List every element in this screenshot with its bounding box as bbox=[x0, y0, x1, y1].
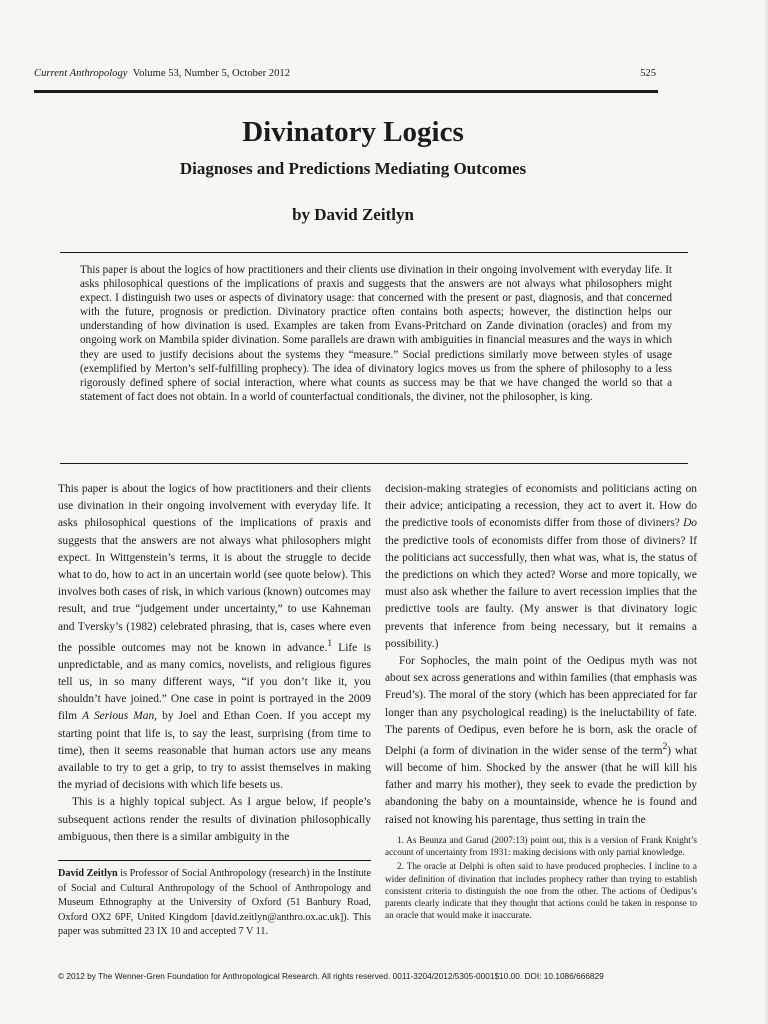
body-text: ) what will become of him. Shocked by the answer (that he will kill his father and marry his mother), they seek to evade the prediction by abandoning the baby on a mountainside, whence he is found and raised not knowing his parentage, thus setting in train the bbox=[385, 744, 697, 826]
body-paragraph: This is a highly topical subject. As I argue below, if people’s subsequent actions render the results of divination philosophically ambiguous, then there is a similar ambiguity in the bbox=[58, 796, 371, 843]
body-text: decision-making strategies of economists and politicians acting on their advice; anticipating a recession, they act to avert it. How do the predictive tools of economists differ from those of diviners? bbox=[385, 483, 697, 530]
footnote-ref-2: 2 bbox=[662, 742, 668, 753]
body-text: Life is unpredictable, and as many comics, novelists, and religious figures tell us, in so many different ways, “if you don’t like it, you shouldn’t have joined.” One case in point is portrayed in the 2009 film bbox=[58, 641, 371, 723]
film-title: A Serious Man bbox=[82, 710, 155, 723]
body-column-left bbox=[58, 481, 371, 846]
article-byline: by David Zeitlyn bbox=[292, 205, 414, 224]
author-note-rule bbox=[58, 860, 371, 861]
running-head bbox=[34, 68, 656, 79]
author-note bbox=[58, 867, 371, 940]
body-text: For Sophocles, the main point of the Oedipus myth was not about sex across generations and within families (that emphasis was Freud’s). The moral of the story (which has been appreciated for far longer than any psychological reading) is the ineluctability of fate. The parents of Oedipus, even before he is born, ask the oracle of Delphi (a form of divination in the wider sense of the term bbox=[385, 655, 697, 757]
footnotes bbox=[385, 834, 697, 923]
body-column-right bbox=[385, 481, 697, 829]
abstract-top-rule bbox=[60, 252, 688, 253]
author-note-text: is Professor of Social Anthropology (research) in the Institute of Social and Cultural Anthropology of the School of Anthropology and Museum Ethnography at the University of Oxford (51 Banbury Road, Oxford OX2 6PF, United Kingdom [david.zeitlyn@anthro.ox.ac.uk]). This paper was submitted 23 IX 10 and accepted 7 V 11. bbox=[58, 868, 371, 938]
article-subtitle: Diagnoses and Predictions Mediating Outcomes bbox=[179, 159, 527, 178]
issue-info: Volume 53, Number 5, October 2012 bbox=[132, 68, 290, 79]
footnote-1: 1. As Beunza and Garud (2007:13) point out, this is a version of Frank Knight’s account of uncertainty from 1931: making decisions with only partial knowledge. bbox=[385, 835, 697, 858]
page-edge-shadow bbox=[764, 0, 768, 1024]
copyright-line: © 2012 by The Wenner-Gren Foundation for Anthropological Research. All rights reserved. 0011-3204/2012/5305-0001$10.00. DOI: 10.1086/666829 bbox=[58, 971, 604, 981]
journal-name: Current Anthropology bbox=[34, 68, 128, 79]
header-rule bbox=[34, 90, 658, 93]
article-title: Divinatory Logics bbox=[242, 116, 464, 148]
body-text: the predictive tools of economists differ from those of diviners? If the politicians act successfully, then what was, what is, the status of the predictions on which they acted? Worse and more topically, we must also ask whether the failure to avert recession implies that the predictive tools are faulty. (My answer is that divinatory logic prevents that inference from being necessary, but it remains a possibility.) bbox=[385, 534, 697, 650]
footnote-2: 2. The oracle at Delphi is often said to have produced prophecies. I incline to a wider definition of divination that includes prophecy rather than trying to establish consistent criteria to distinguish the one from the other. The actions of Oedipus’s parents clearly indicate that they thought that actions could be taken in response to an oracle that would make it inaccurate. bbox=[385, 861, 697, 921]
body-paragraph bbox=[58, 481, 371, 794]
abstract: This paper is about the logics of how practitioners and their clients use divination in their ongoing involvement with everyday life. It asks philosophical questions of the implications of praxis and suggests that the answers are not always what philosophers might expect. I distinguish two uses or aspects of divinatory usage: that concerned with the present or past, diagnosis, and that concerned with the future, prognosis or prediction. Divinatory practice often contains both aspects; however, the distinction helps our understanding of how divination is used. Examples are taken from Evans-Pritchard on Zande divination (oracles) and from my ongoing work on Mambila spider divination. Some parallels are drawn with ambiguities in financial measures and the ways in which they are used to justify decisions about the systems they “measure.” Social predictions similarly move between styles of usage (exemplified by Merton’s self-fulfilling prophecy). The idea of divinatory logics moves us from the sphere of philosophy to a less rigorously defined sphere of social interaction, where what counts as success may be that we have changed the world so that a statement of fact does not obtain. In a world of counterfactual conditionals, the diviner, not the philosopher, is king. bbox=[80, 264, 672, 403]
page-number: 525 bbox=[640, 68, 656, 79]
body-text: , by Joel and Ethan Coen. If you accept my starting point that life is, to say the least, surprising (from time to time), then it seems reasonable that human actors use any means available to try to get a grip, to try to assist themselves in making the myriad of decisions with which life besets us. bbox=[58, 710, 372, 792]
body-paragraph bbox=[385, 653, 697, 829]
abstract-bottom-rule bbox=[60, 463, 688, 464]
footnote-ref-1: 1 bbox=[327, 638, 333, 649]
body-text: This paper is about the logics of how practitioners and their clients use divination in their ongoing involvement with everyday life. It asks philosophical questions of the implications of praxis and suggests that the answers are not always what philosophers might expect. In Wittgenstein’s terms, it is about the struggle to decide what to do, how to act in an uncertain world (see quote below). This involves both cases of risk, in which various (known) outcomes may result, and true “judgement under uncertainty,” to use Kahneman and Tversky’s (1982) celebrated phrasing, that is, cases where even the possible outcomes may not be known in advance. bbox=[58, 483, 371, 654]
emphasis-do: Do bbox=[683, 517, 697, 530]
body-paragraph bbox=[385, 481, 697, 653]
running-head-citation bbox=[34, 68, 290, 79]
author-note-name: David Zeitlyn bbox=[58, 868, 118, 879]
